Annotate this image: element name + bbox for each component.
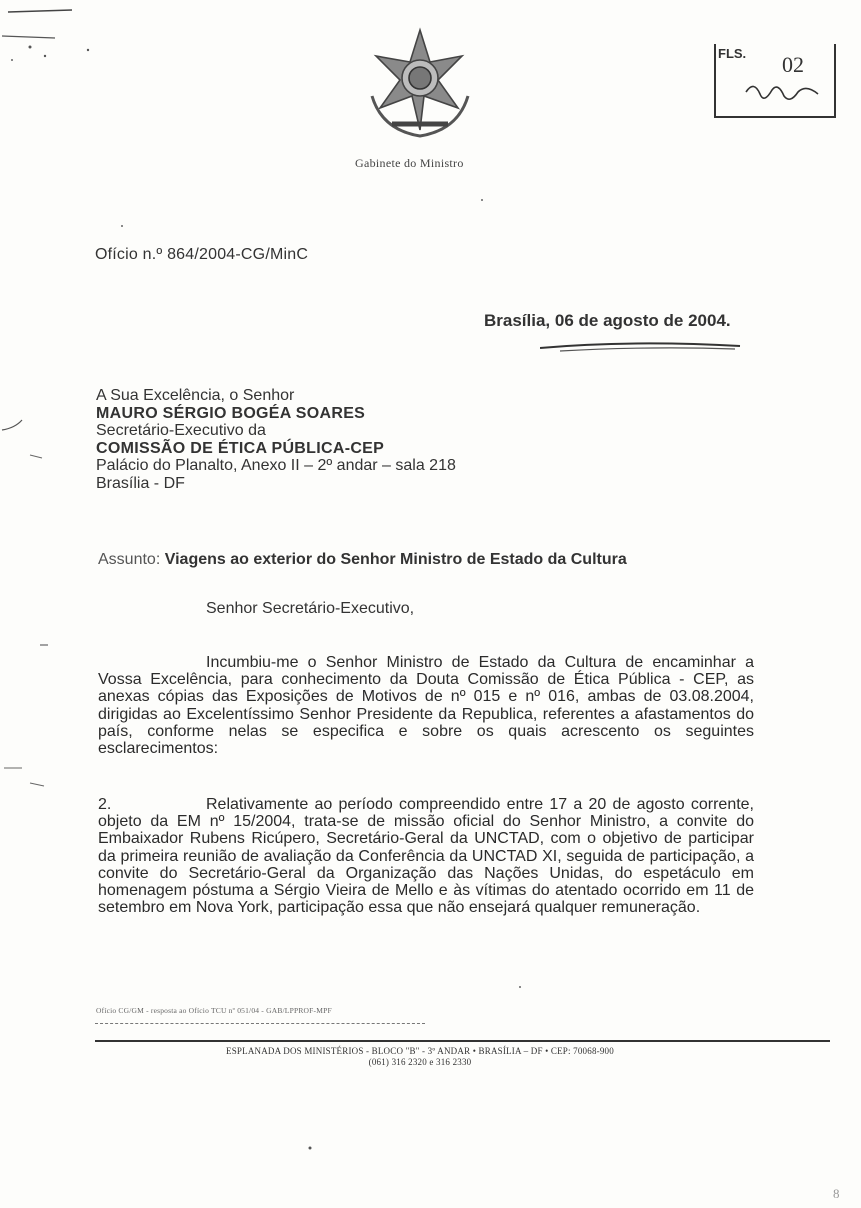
paragraph-2-text: Relativamente ao período compreendido entre 17 a 20 de agosto corrente, objeto da EM nº 15/2004, trata-se de missão oficial do Senhor Ministro, a convite do Embaixador Rubens Ricúpero, Secretário-Geral da UNCTAD, com o objetivo de participar da primeira reunião de avaliação da Conferência da UNCTAD XI, seguida de participação, a convite do Secretário-Geral da Organização das Nações Unidas, do espetáculo em homenagem póstuma a Sérgio Vieira de Mello e às vítimas do atentado ocorrido em 11 de setembro em Nova York, participação essa que não ensejará qualquer remuneração. xyxy=(98,796,754,917)
recipient-org: COMISSÃO DE ÉTICA PÚBLICA-CEP xyxy=(96,439,385,457)
date-signature-stroke-icon xyxy=(540,340,745,354)
paragraph-2 xyxy=(98,796,754,916)
footnote-divider xyxy=(95,1023,425,1024)
stamp-signature-icon xyxy=(742,78,822,108)
recipient-city: Brasília - DF xyxy=(96,474,185,492)
subject-line xyxy=(98,551,627,569)
paragraph-2-number: 2. xyxy=(98,796,112,813)
page-mark: 8 xyxy=(833,1186,840,1201)
paragraph-1: Incumbiu-me o Senhor Ministro de Estado da Cultura de encaminhar a Vossa Excelência, para conhecimento da Douta Comissão de Ética Pública - CEP, as anexas cópias das Exposições de Motivos de nº 015 e nº 016, ambas de 03.08.2004, dirigidas ao Excelentíssimo Senhor Presidente da Republica, referentes a afastamentos do país, conforme nelas se especifica e sobre os quais acrescento os seguintes esclarecimentos: xyxy=(98,654,754,758)
footer-line2: (061) 316 2320 e 316 2330 xyxy=(368,1057,472,1067)
office-header: Gabinete do Ministro xyxy=(355,156,464,170)
stamp-number: 02 xyxy=(782,52,804,77)
letter-date: Brasília, 06 de agosto de 2004. xyxy=(484,311,731,330)
recipient-name: MAURO SÉRGIO BOGÉA SOARES xyxy=(96,404,366,422)
footnote: Ofício CG/GM - resposta ao Ofício TCU nº 051/04 - GAB/LPPROF-MPF xyxy=(96,1006,332,1015)
coat-of-arms-icon xyxy=(362,26,478,142)
recipient-address: Palácio do Planalto, Anexo II – 2º andar – sala 218 xyxy=(96,457,456,474)
footer-line1: ESPLANADA DOS MINISTÉRIOS - BLOCO "B" - 3º ANDAR • BRASÍLIA – DF • CEP: 70068-900 xyxy=(226,1046,614,1056)
protocol-stamp xyxy=(712,18,834,118)
recipient-line1: A Sua Excelência, o Senhor xyxy=(96,387,295,404)
recipient-role: Secretário-Executivo da xyxy=(96,422,266,439)
subject-text: Viagens ao exterior do Senhor Ministro de Estado da Cultura xyxy=(164,551,627,568)
footer-divider xyxy=(95,1040,830,1042)
stamp-label: FLS. xyxy=(718,46,747,61)
subject-label: Assunto: xyxy=(98,551,161,568)
letter-reference: Ofício n.º 864/2004-CG/MinC xyxy=(95,246,309,263)
footer-address xyxy=(180,1046,660,1068)
recipient-block xyxy=(96,387,456,492)
salutation: Senhor Secretário-Executivo, xyxy=(206,600,415,617)
